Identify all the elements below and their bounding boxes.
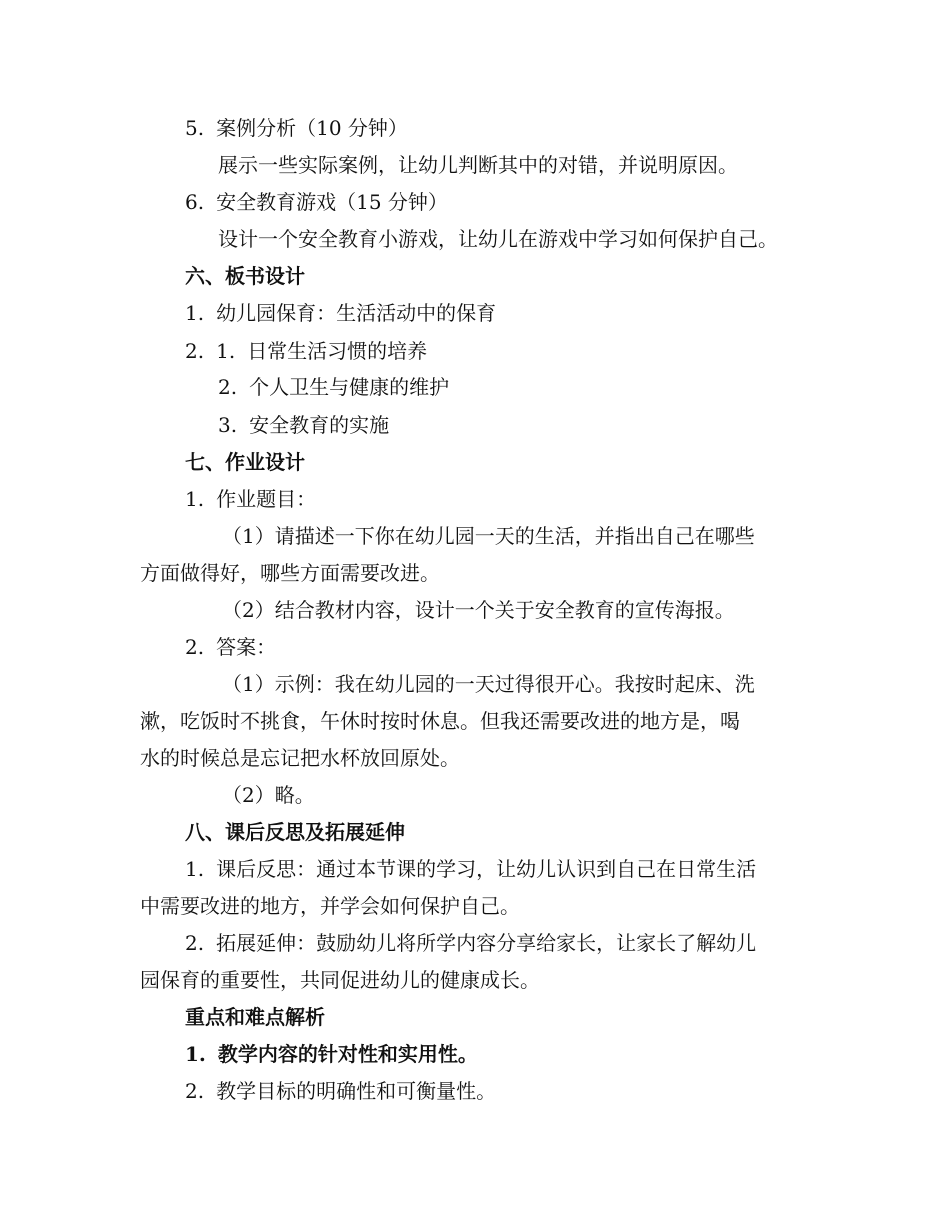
item-number: 2.: [185, 339, 205, 363]
item-text: 教学内容的针对性和实用性。: [217, 1042, 478, 1066]
key-points-heading: 重点和难点解析: [185, 1005, 325, 1029]
reflection-item-1-line-1: [185, 856, 756, 882]
key-point-2: [185, 1078, 496, 1104]
answer-1-line-2: 漱，吃饭时不挑食，午休时按时休息。但我还需要改进的地方是，喝: [140, 709, 740, 733]
section-heading-8: 八、课后反思及拓展延伸: [185, 820, 405, 844]
item-title: 安全教育游戏（15 分钟）: [216, 190, 448, 214]
item-text: 教学目标的明确性和可衡量性。: [216, 1079, 497, 1103]
homework-item-1: [185, 486, 316, 512]
item-text: 幼儿园保育：生活活动中的保育: [216, 301, 497, 325]
item-text: 拓展延伸：鼓励幼儿将所学内容分享给家长，让家长了解幼儿: [216, 931, 757, 955]
sub-item-text: 日常生活习惯的培养: [247, 339, 428, 363]
item-text: 作业题目：: [216, 487, 317, 511]
reflection-item-2-line-1: [185, 930, 756, 956]
item-number: 2.: [185, 931, 205, 955]
item-number: 6.: [185, 190, 205, 214]
item-text: 课后反思：通过本节课的学习，让幼儿认识到自己在日常生活: [216, 857, 757, 881]
item-number: 1.: [185, 1042, 206, 1066]
item-number: 1.: [185, 857, 205, 881]
homework-question-2: （2）结合教材内容，设计一个关于安全教育的宣传海报。: [222, 598, 735, 622]
item-5-title: [185, 115, 408, 141]
item-number: 1.: [185, 301, 205, 325]
key-point-1: [185, 1041, 478, 1067]
homework-question-1-line-2: 方面做得好，哪些方面需要改进。: [140, 561, 440, 585]
item-title: 案例分析（10 分钟）: [216, 116, 408, 140]
answer-1-line-3: 水的时候总是忘记把水杯放回原处。: [140, 746, 460, 770]
section-heading-7: 七、作业设计: [185, 450, 305, 474]
answer-2: （2）略。: [222, 783, 315, 807]
board-sub-item-2: [218, 374, 449, 400]
reflection-item-1-line-2: 中需要改进的地方，并学会如何保护自己。: [140, 894, 520, 918]
item-number: 2.: [185, 1079, 205, 1103]
sub-item-number: 3.: [218, 413, 238, 437]
board-item-1: [185, 300, 496, 326]
item-6-description: 设计一个安全教育小游戏，让幼儿在游戏中学习如何保护自己。: [218, 227, 778, 251]
item-number: 5.: [185, 116, 205, 140]
board-item-2: [185, 338, 427, 364]
board-sub-item-3: [218, 412, 389, 438]
reflection-item-2-line-2: 园保育的重要性，共同促进幼儿的健康成长。: [140, 968, 540, 992]
item-number: 1.: [185, 487, 205, 511]
sub-item-text: 安全教育的实施: [249, 413, 390, 437]
item-5-description: 展示一些实际案例，让幼儿判断其中的对错，并说明原因。: [218, 153, 738, 177]
sub-item-text: 个人卫生与健康的维护: [249, 375, 450, 399]
item-text: 答案：: [216, 635, 277, 659]
item-6-title: [185, 189, 448, 215]
homework-question-1-line-1: （1）请描述一下你在幼儿园一天的生活，并指出自己在哪些: [222, 524, 755, 548]
section-heading-6: 六、板书设计: [185, 264, 305, 288]
sub-item-number: 2.: [218, 375, 238, 399]
homework-item-2: [185, 634, 276, 660]
answer-1-line-1: （1）示例：我在幼儿园的一天过得很开心。我按时起床、洗: [222, 672, 755, 696]
item-number: 2.: [185, 635, 205, 659]
sub-item-number: 1.: [216, 339, 236, 363]
